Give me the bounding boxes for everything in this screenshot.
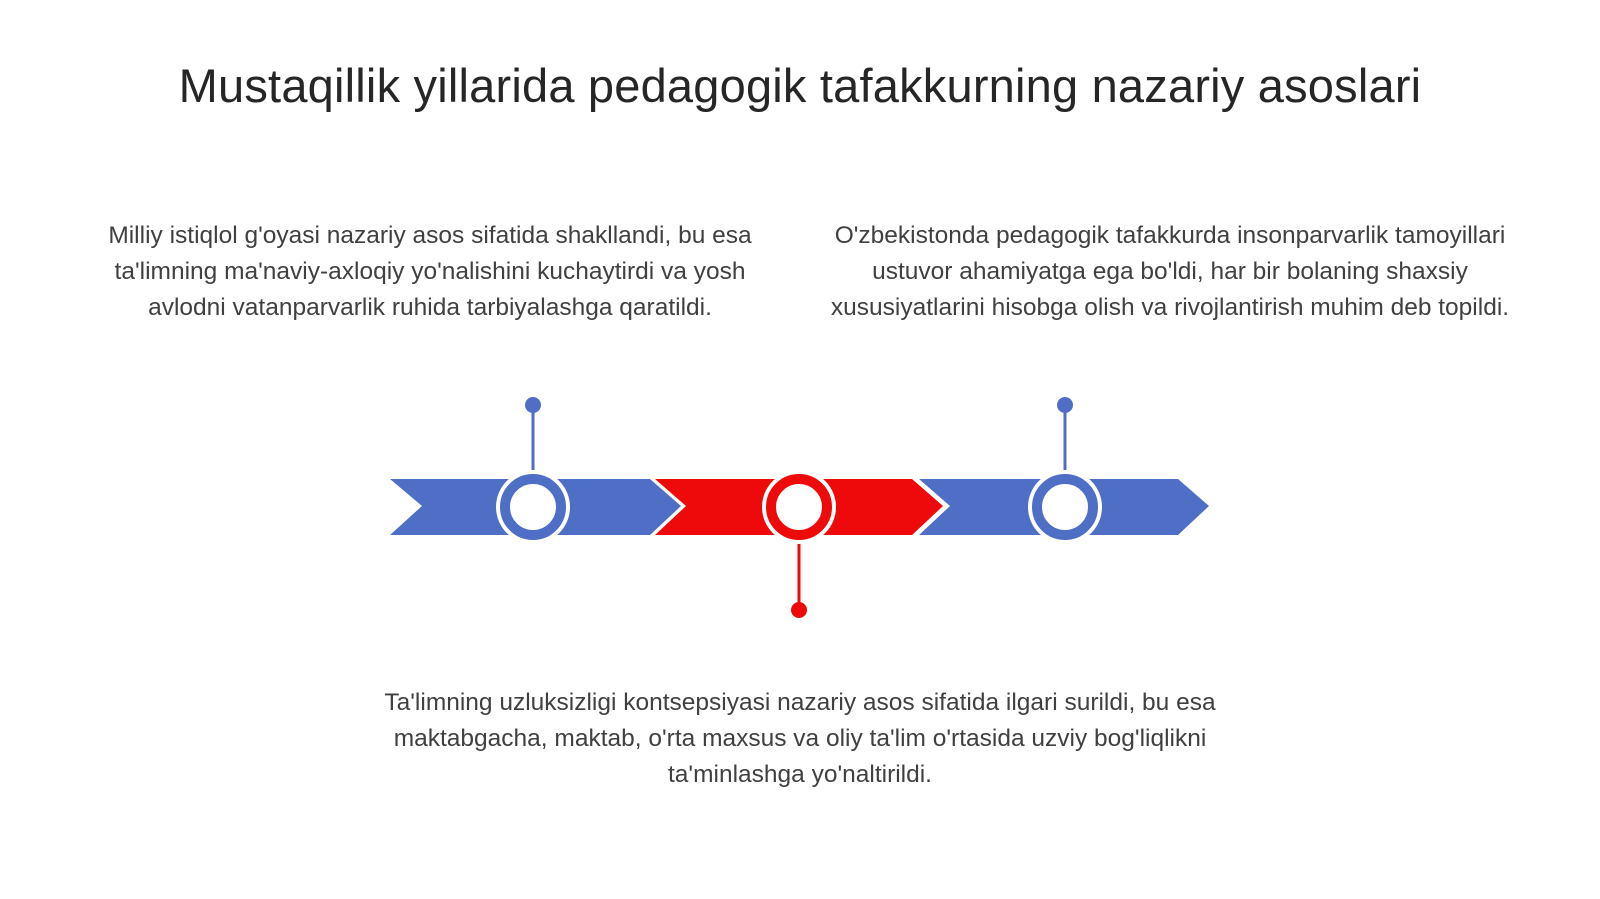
timeline-item-3-text: O'zbekistonda pedagogik tafakkurda insonparvarlik tamoyillari ustuvor ahamiyatga ega bo'ldi, har bir bolaning shaxsiy xususiyatlarini hisobga olish va rivojlantirish muhim deb topildi. [830,222,1510,321]
timeline-item-1-text: Milliy istiqlol g'oyasi nazariy asos sifatida shakllandi, bu esa ta'limning ma'naviy-axloqiy yo'nalishini kuchaytirdi va yosh avlodni vatanparvarlik ruhida tarbiyalashga qaratildi. [108,222,752,321]
timeline-item-2-text: Ta'limning uzluksizligi kontsepsiyasi nazariy asos sifatida ilgari surildi, bu esa maktabgacha, maktab, o'rta maxsus va oliy ta'lim o'rtasida uzviy bog'liqlikni ta'minlashga yo'naltirildi. [384,689,1216,788]
timeline-marker-3 [1028,397,1102,544]
timeline-marker-1 [496,397,570,544]
timeline-marker-2 [762,470,836,618]
slide-title: Mustaqillik yillarida pedagogik tafakkurning nazariy asoslari [178,59,1422,112]
